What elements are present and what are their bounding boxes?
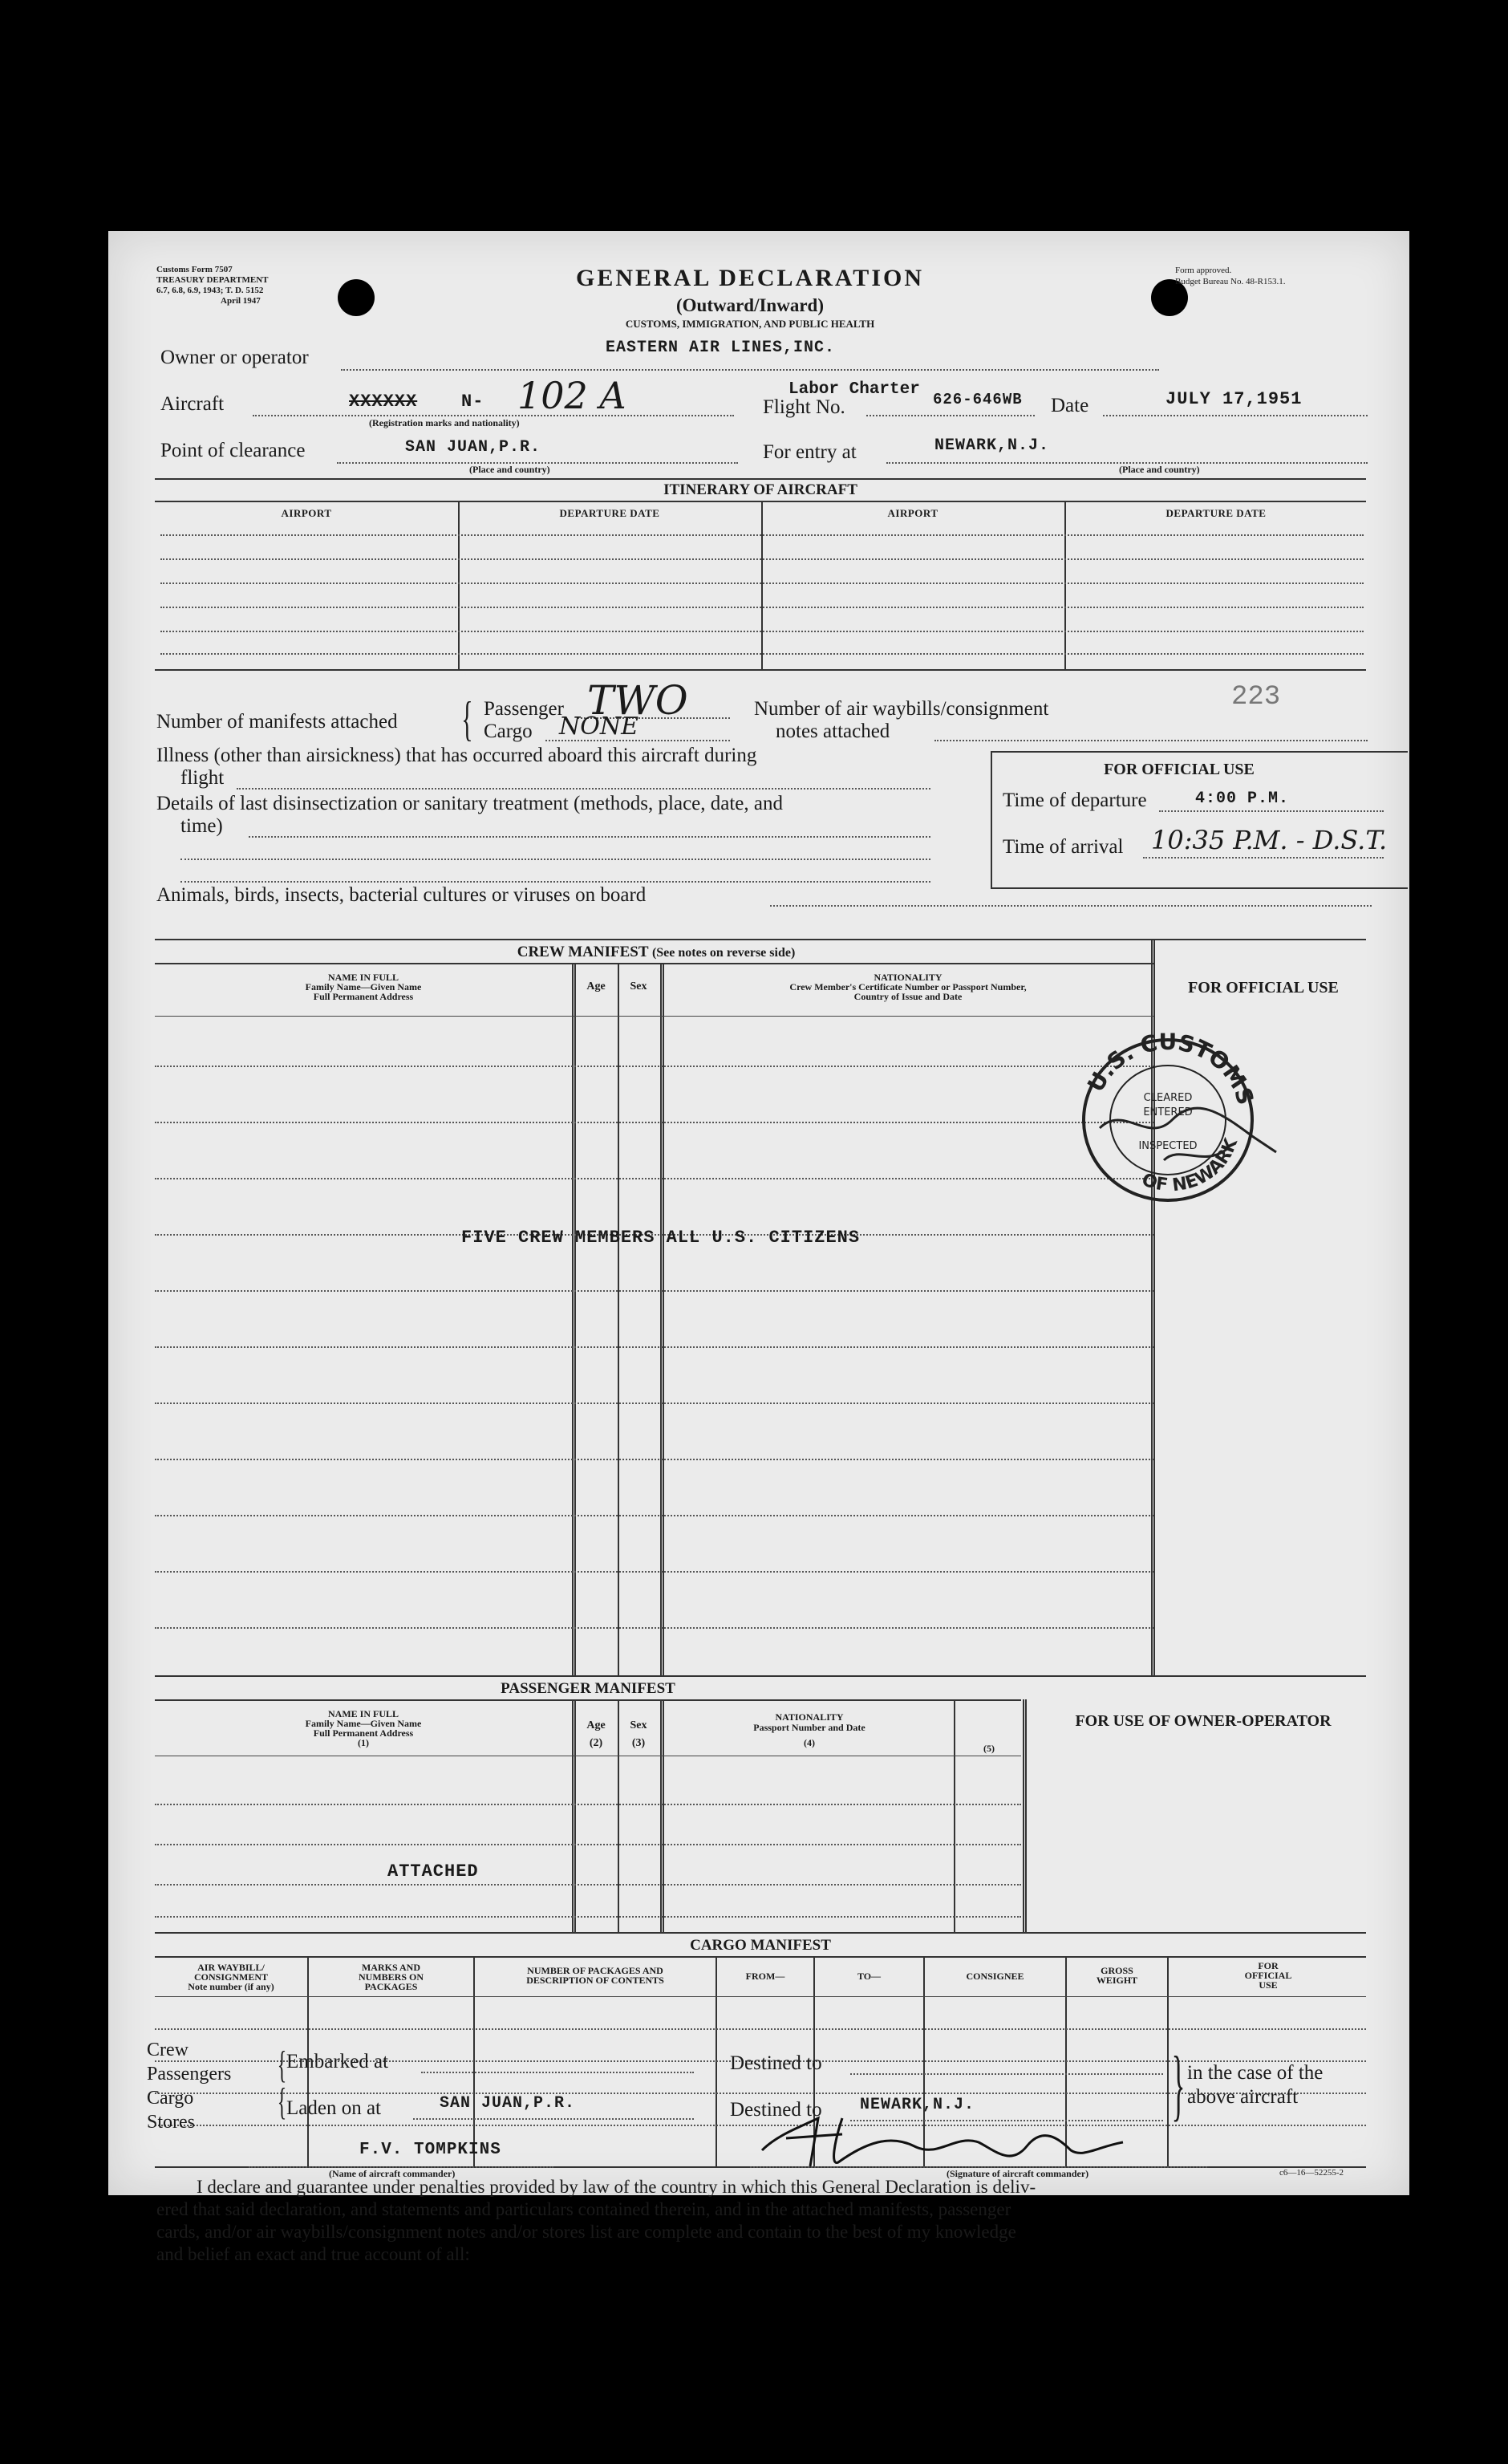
passenger-col-nat-line: (4)	[804, 1737, 815, 1748]
flight-value: 626-646WB	[933, 391, 1023, 408]
passenger-col-name	[155, 1709, 572, 1748]
departure-time-value: 4:00 P.M.	[1195, 790, 1290, 808]
disinsect-label-2: time)	[180, 815, 223, 837]
crew-col-nat-line: Crew Member's Certificate Number or Passport Number,	[789, 981, 1027, 993]
crew-entry: FIVE CREW MEMBERS ALL U.S. CITIZENS	[461, 1228, 861, 1248]
owner-label: Owner or operator	[160, 347, 309, 368]
date-label: Date	[1051, 395, 1089, 416]
crew-col-name-line: Family Name—Given Name	[305, 981, 422, 993]
cargo-col-marks	[309, 1963, 473, 1991]
passenger-entry: ATTACHED	[387, 1861, 479, 1881]
laden-label: Laden on at	[286, 2097, 382, 2119]
passenger-col-sex	[619, 1717, 658, 1752]
approval-line: Budget Bureau No. 48-R153.1.	[1175, 277, 1286, 286]
manifests-label: Number of manifests attached	[156, 711, 398, 733]
cargo-col-line: USE	[1259, 1979, 1278, 1991]
itinerary-col-airport-2: AIRPORT	[887, 507, 938, 519]
cargo-col-official	[1169, 1961, 1368, 1990]
departure-time-label: Time of departure	[1003, 790, 1147, 811]
entry-place-note: (Place and country)	[1119, 464, 1200, 475]
aircraft-struck-value: XXXXXX	[349, 392, 418, 412]
waybills-label-2: notes attached	[776, 721, 890, 742]
crew-col-nationality	[665, 972, 1151, 1001]
itinerary-col-date-1: DEPARTURE DATE	[559, 507, 660, 519]
cargo-col-waybill	[155, 1963, 307, 1991]
entry-label: For entry at	[763, 441, 857, 463]
entry-value: NEWARK,N.J.	[934, 436, 1050, 455]
destined-label-1: Destined to	[730, 2052, 822, 2074]
case-label-2: above aircraft	[1187, 2086, 1299, 2108]
manifest-cargo-label: Cargo	[484, 721, 533, 742]
stamp-entered: ENTERED	[1143, 1106, 1193, 1118]
cargo-col-line: AIR WAYBILL/	[197, 1962, 265, 1973]
cargo-col-line: CONSIGNMENT	[193, 1971, 268, 1983]
cargo-col-to: TO—	[857, 1971, 882, 1982]
stamp-inspected: INSPECTED	[1138, 1140, 1198, 1152]
destined-value: NEWARK,N.J.	[860, 2096, 975, 2114]
registration-note: (Registration marks and nationality)	[369, 417, 520, 428]
arrival-time-label: Time of arrival	[1003, 836, 1124, 858]
stamp-bottom-text: OF NEWARK	[1139, 1135, 1242, 1196]
cargo-col-line: DESCRIPTION OF CONTENTS	[526, 1975, 664, 1986]
punch-hole-left	[338, 279, 375, 316]
date-value: JULY 17,1951	[1165, 389, 1303, 409]
declaration-line: ered that said declaration, and statements and particulars contained therein, and in the attached manifests, passenger	[156, 2199, 1011, 2219]
passenger-col-name-line: Full Permanent Address	[313, 1727, 414, 1739]
itinerary-col-airport-1: AIRPORT	[281, 507, 332, 519]
passenger-col-5: (5)	[983, 1743, 995, 1754]
cargo-col-line: NUMBERS ON	[358, 1971, 424, 1983]
cargo-col-line: Note number (if any)	[188, 1981, 274, 1992]
passenger-manifest-title: PASSENGER MANIFEST	[501, 1680, 675, 1697]
crew-col-name-line: Full Permanent Address	[313, 991, 414, 1002]
declaration-list-item: Stores	[147, 2112, 195, 2133]
official-use-title: FOR OFFICIAL USE	[1104, 761, 1255, 778]
declaration-line: and belief an exact and true account of all:	[156, 2244, 470, 2264]
form-line: April 1947	[221, 296, 261, 306]
signature-note: (Signature of aircraft commander)	[947, 2168, 1089, 2179]
passenger-col-name-line: NAME IN FULL	[327, 1708, 399, 1719]
passenger-col-sex-line: Sex	[630, 1719, 647, 1731]
form-subtitle: (Outward/Inward)	[675, 295, 824, 315]
animals-label: Animals, birds, insects, bacterial cultures or viruses on board	[156, 884, 647, 906]
crew-col-sex: Sex	[630, 980, 647, 993]
illness-label-2: flight	[180, 767, 225, 789]
case-label-1: in the case of the	[1187, 2062, 1324, 2084]
disinsect-label: Details of last disinsectization or sanitary treatment (methods, place, date, and	[156, 793, 783, 814]
destined-label-2: Destined to	[730, 2099, 822, 2121]
clearance-label: Point of clearance	[160, 440, 306, 461]
declaration-list-item: Passengers	[147, 2064, 232, 2084]
itinerary-col-date-2: DEPARTURE DATE	[1165, 507, 1267, 519]
clearance-place-note: (Place and country)	[469, 464, 550, 475]
form-line: 6.7, 6.8, 6.9, 1943; T. D. 5152	[156, 286, 264, 295]
form-agencies: CUSTOMS, IMMIGRATION, AND PUBLIC HEALTH	[625, 318, 875, 330]
crew-official-use: FOR OFFICIAL USE	[1188, 979, 1339, 997]
arrival-time-value: 10:35 P.M. - D.S.T.	[1151, 825, 1388, 855]
passenger-col-nat-line: Passport Number and Date	[753, 1722, 865, 1733]
cargo-col-line: WEIGHT	[1096, 1975, 1138, 1986]
customs-stamp	[1068, 1024, 1300, 1208]
passenger-col-age	[577, 1717, 615, 1752]
flight-label: Flight No.	[763, 396, 845, 418]
cargo-col-line: OFFICIAL	[1244, 1970, 1292, 1981]
labor-charter-note: Labor Charter	[788, 380, 920, 399]
itinerary-title: ITINERARY OF AIRCRAFT	[663, 481, 857, 498]
crew-col-nat-line: Country of Issue and Date	[853, 991, 963, 1002]
stamp-cleared: CLEARED	[1143, 1092, 1193, 1104]
declaration-form-sheet: Customs Form 7507 TREASURY DEPARTMENT 6.7, 6.8, 6.9, 1943; T. D. 5152 April 1947 GENERAL DECLARATION (Outward/Inward) CUSTOMS, IMMIGRATION, AND PUBLIC HEALTH Form approved. Budget Bureau No. 48-R153.1. Owner or operator EASTERN AIR LINES,INC. Aircraft XXXXXX N- 102 A (Registration marks and nationality) Labor Charter Flight No. 626-646WB Date JULY 17,1951 Point of clearance SAN JUAN,P.R. (Place and country) For entry at NEWARK,N.J. (Place and country) ITINERARY OF AIRCRAFT AIRPORT DEPARTURE DATE AIRPORT DEPARTURE DATE Number of manifests attached { Passenger TWO Cargo NONE Number of air waybills/consignment notes attached 223 Illness (other than airsickness) that has occurred aboard this aircraft during flight Details of last disinsectization or sanitary treatment (methods, place, date, and time) Animals, birds, insects, bacterial cultures or viruses on board FOR OFFICIAL USE Time of departure 4:00 P.M. Time of arrival 10:35 P.M. - D.S.T. CREW MANIFEST (See notes on reverse side) FOR OFFICIAL USE NAME IN FULL Family Name—Given Name Full Permanent Address Age Sex NATIONALITY Crew Member's Certificate Number or Passport Number, Country of Issue and Date FIVE CREW MEMBERS ALL U.S. CITIZENS U.S. CUSTOMS OF NEWARK CLEARED ENTERED INSPECTED PASSENGER MANIFEST FOR USE OF OWNER-OPERATOR NAME IN FULL Family Name—Given Name Full Permanent Address (1) Age (2) Sex (3) NATIONALITY Passport Number and Date (4) (5) ATTACHED CARGO MANIFEST AIR WAYBILL/ CONSIGNMENT Note number (if any) MARKS AND NUMBERS ON PACKAGES NUMBER OF PACKAGES AND DESCRIPTION OF CONTENTS FROM— TO— CONSIGNEE GROSS WEIGHT FOR OFFICIAL USE I declare and guarantee under penalties provided by law of the country in which this General Declaration is deliv- ered that said declaration, and statements and particulars contained therein, and in the attached manifests, passenger cards, and/or air waybills/consignment notes and/or stores list are complete and contain to the best of my knowledge and belief an exact and true account of all:	[108, 231, 1409, 2195]
manifest-passenger-value: TWO	[587, 677, 688, 724]
crew-manifest-title	[155, 944, 1157, 961]
declaration-list-item: Cargo	[147, 2088, 194, 2109]
laden-value: SAN JUAN,P.R.	[440, 2094, 576, 2113]
cargo-col-line: NUMBER OF PACKAGES AND	[527, 1965, 663, 1976]
embarked-label: Embarked at	[286, 2051, 389, 2072]
manifest-passenger-label: Passenger	[484, 698, 564, 720]
aircraft-label: Aircraft	[160, 393, 225, 415]
print-code: c6—16—52255-2	[1279, 2168, 1344, 2178]
passenger-col-name-line: Family Name—Given Name	[305, 1718, 422, 1729]
crew-col-name	[155, 972, 572, 1001]
form-line: Customs Form 7507	[156, 265, 233, 274]
crew-col-name-line: NAME IN FULL	[327, 972, 399, 983]
approval-line: Form approved.	[1175, 266, 1232, 275]
passenger-col-nationality	[665, 1712, 954, 1748]
declaration-text	[156, 2176, 1384, 2266]
aircraft-handwritten-number: 102 A	[517, 374, 626, 417]
passenger-col-age-line: (2)	[589, 1737, 603, 1749]
commander-name-note: (Name of aircraft commander)	[329, 2168, 456, 2179]
passenger-col-name-line: (1)	[358, 1737, 369, 1748]
cargo-col-line: MARKS AND	[361, 1962, 420, 1973]
stamp-top-text: U.S. CUSTOMS	[1082, 1028, 1259, 1108]
owner-operator-use: FOR USE OF OWNER-OPERATOR	[1075, 1712, 1332, 1730]
passenger-col-sex-line: (3)	[631, 1737, 646, 1749]
aircraft-prefix: N-	[461, 392, 484, 412]
approval-block	[1175, 265, 1285, 287]
crew-title-note: (See notes on reverse side)	[651, 946, 796, 960]
declaration-line: cards, and/or air waybills/consignment notes and/or stores list are complete and contain to the best of my knowledge	[156, 2222, 1016, 2242]
cargo-col-packages	[475, 1966, 715, 1985]
illness-label: Illness (other than airsickness) that has occurred aboard this aircraft during	[156, 745, 757, 766]
cargo-col-weight	[1067, 1966, 1167, 1985]
form-number-block	[156, 265, 269, 306]
passenger-col-age-line: Age	[586, 1719, 606, 1731]
crew-title-text: CREW MANIFEST	[517, 944, 649, 960]
form-line: TREASURY DEPARTMENT	[156, 275, 269, 285]
cargo-col-consignee: CONSIGNEE	[966, 1971, 1024, 1982]
crew-col-nat-line: NATIONALITY	[874, 972, 942, 983]
form-title: GENERAL DECLARATION	[575, 265, 924, 291]
declaration-line: I declare and guarantee under penalties provided by law of the country in which this General Declaration is deliv-	[197, 2177, 1036, 2197]
commander-name-value: F.V. TOMPKINS	[359, 2141, 501, 2159]
cargo-col-line: PACKAGES	[364, 1981, 418, 1992]
cargo-col-line: GROSS	[1101, 1965, 1133, 1976]
clearance-value: SAN JUAN,P.R.	[405, 438, 541, 457]
declaration-list	[147, 2038, 231, 2134]
cargo-manifest-title: CARGO MANIFEST	[690, 1937, 831, 1954]
declaration-list-item: Crew	[147, 2040, 188, 2060]
crew-col-age: Age	[586, 980, 606, 993]
cargo-col-line: FOR	[1258, 1960, 1279, 1971]
commander-signature	[754, 2102, 1139, 2174]
manifest-cargo-value: NONE	[559, 712, 638, 741]
passenger-col-nat-line: NATIONALITY	[775, 1711, 844, 1723]
stamped-number: 223	[1231, 682, 1281, 712]
cargo-col-from: FROM—	[745, 1971, 785, 1982]
waybills-label: Number of air waybills/consignment	[754, 698, 1049, 720]
owner-value: EASTERN AIR LINES,INC.	[606, 339, 836, 357]
